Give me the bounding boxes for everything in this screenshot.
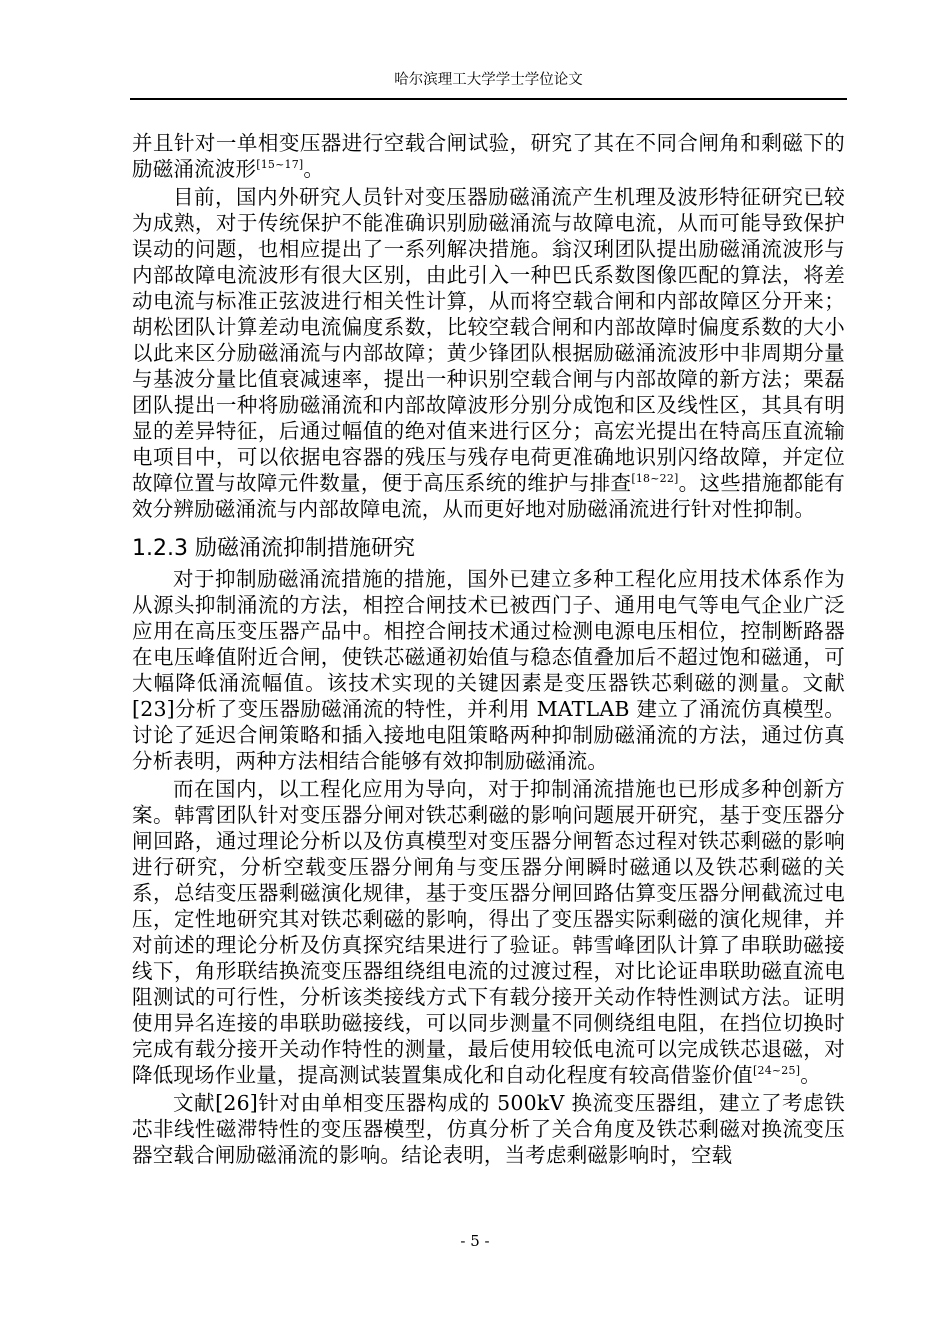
running-header: 哈尔滨理工大学学士学位论文 <box>394 72 583 88</box>
citation: [15~17] <box>256 158 304 171</box>
paragraph-text: 文献[26]针对由单相变压器构成的 500kV 换流变压器组，建立了考虑铁芯非线性磁滞特性的变压器模型，仿真分析了关合角度及铁芯剩磁对换流变压器空载合闸励磁涌流的影响。结论表明，当考虑剩磁影响时，空载 <box>132 1091 845 1167</box>
paragraph-text: 而在国内，以工程化应用为导向，对于抑制涌流措施也已形成多种创新方案。韩霄团队针对变压器分闸对铁芯剩磁的影响问题展开研究，基于变压器分闸回路，通过理论分析以及仿真模型对变压器分闸暂态过程对铁芯剩磁的影响进行研究，分析空载变压器分闸角与变压器分闸瞬时磁通以及铁芯剩磁的关系，总结变压器剩磁演化规律，基于变压器分闸回路估算变压器分闸截流过电压，定性地研究其对铁芯剩磁的影响，得出了变压器实际剩磁的演化规律，并对前述的理论分析及仿真探究结果进行了验证。韩雪峰团队计算了串联助磁接线下，角形联结换流变压器组绕组电流的过渡过程，对比论证串联助磁直流电阻测试的可行性，分析该类接线方式下有载分接开关动作特性测试方法。证明使用异名连接的串联助磁接线，可以同步测量不同侧绕组电阻，在挡位切换时完成有载分接开关动作特性的测量，最后使用较低电流可以完成铁芯退磁，对降低现场作业量，提高测试装置集成化和自动化程度有较高借鉴价值 <box>132 777 845 1087</box>
paragraph <box>132 130 845 182</box>
paragraph-tail: 。 <box>303 157 325 181</box>
citation: [24~25] <box>753 1064 801 1077</box>
paragraph-text: 目前，国内外研究人员针对变压器励磁涌流产生机理及波形特征研究已较为成熟，对于传统保护不能准确识别励磁涌流与故障电流，从而可能导致保护误动的问题，也相应提出了一系列解决措施。翁汉琍团队提出励磁涌流波形与内部故障电流波形有很大区别，由此引入一种巴氏系数图像匹配的算法，将差动电流与标准正弦波进行相关性计算，从而将空载合闸和内部故障区分开来；胡松团队计算差动电流偏度系数，比较空载合闸和内部故障时偏度系数的大小以此来区分励磁涌流与内部故障；黄少锋团队根据励磁涌流波形中非周期分量与基波分量比值衰减速率，提出一种识别空载合闸与内部故障的新方法；栗磊团队提出一种将励磁涌流和内部故障波形分别分成饱和区及线性区，其具有明显的差异特征，后通过幅值的绝对值来进行区分；高宏光提出在特高压直流输电项目中，可以依据电容器的残压与残存电荷更准确地识别闪络故障，并定位故障位置与故障元件数量，便于高压系统的维护与排查 <box>132 185 845 495</box>
paragraph <box>132 566 845 774</box>
paragraph <box>132 184 845 522</box>
paragraph-tail: 。这些措施都能有效分辨励磁涌流与内部故障电流，从而更好地对励磁涌流进行针对性抑制。 <box>132 471 845 521</box>
page-number: - 5 - <box>460 1232 490 1250</box>
paragraph <box>132 1090 845 1168</box>
paragraph <box>132 776 845 1088</box>
paragraph-text: 并且针对一单相变压器进行空载合闸试验，研究了其在不同合闸角和剩磁下的励磁涌流波形 <box>132 131 845 181</box>
citation: [18~22] <box>631 472 679 485</box>
body-text <box>132 130 845 1170</box>
paragraph-text: 对于抑制励磁涌流措施的措施，国外已建立多种工程化应用技术体系作为从源头抑制涌流的方法，相控合闸技术已被西门子、通用电气等电气企业广泛应用在高压变压器产品中。相控合闸技术通过检测电源电压相位，控制断路器在电压峰值附近合闸，使铁芯磁通初始值与稳态值叠加后不超过饱和磁通，可大幅降低涌流幅值。该技术实现的关键因素是变压器铁芯剩磁的测量。文献[23]分析了变压器励磁涌流的特性，并利用 MATLAB 建立了涌流仿真模型。讨论了延迟合闸策略和插入接地电阻策略两种抑制励磁涌流的方法，通过仿真分析表明，两种方法相结合能够有效抑制励磁涌流。 <box>132 567 845 773</box>
section-heading: 1.2.3 励磁涌流抑制措施研究 <box>132 536 415 561</box>
header-rule <box>130 98 847 100</box>
paragraph-tail: 。 <box>800 1063 821 1087</box>
